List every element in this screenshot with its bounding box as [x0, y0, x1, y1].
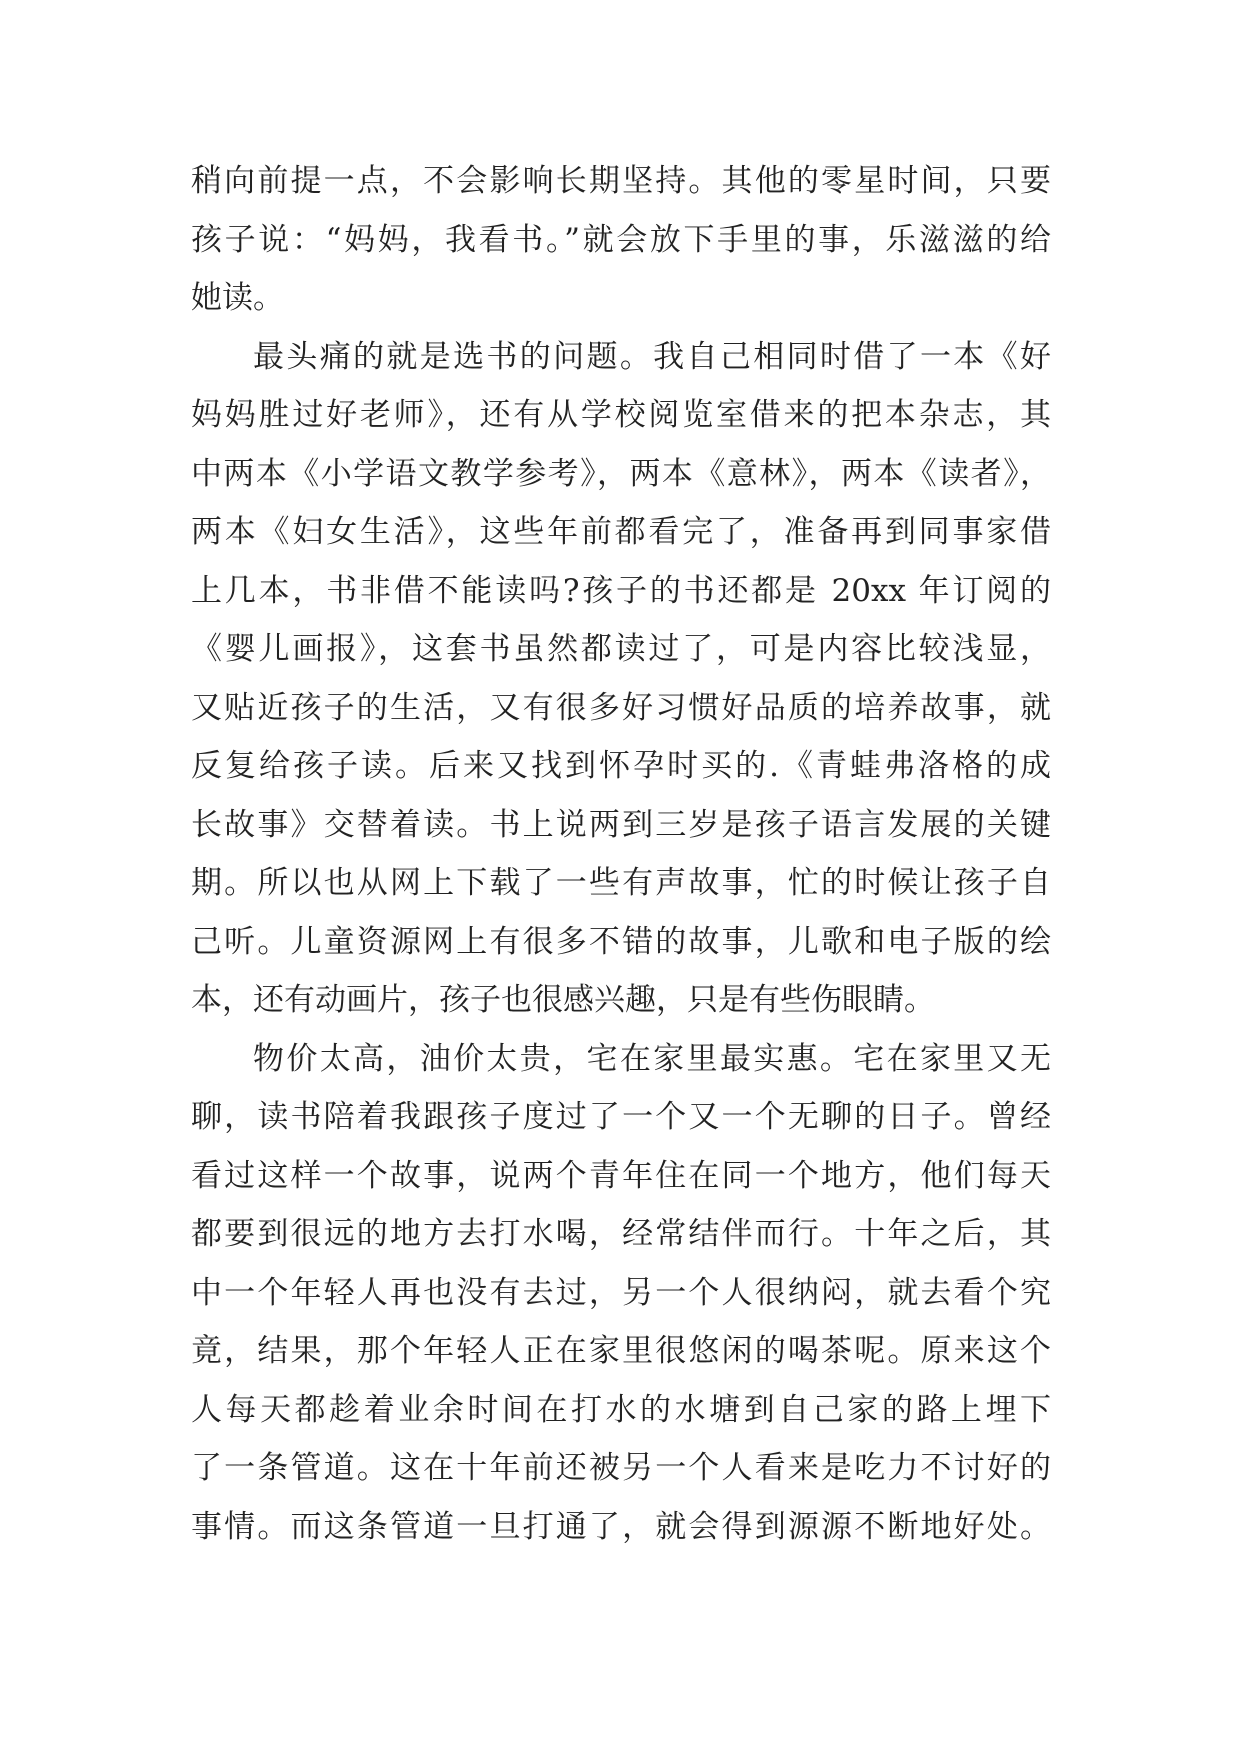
text-line: 她读。 — [191, 280, 284, 316]
text-line: 稍向前提一点，不会影响长期坚持。其他的零星时间，只要 — [191, 163, 1051, 199]
text-line: 人每天都趁着业余时间在打水的水塘到自己家的路上埋下 — [191, 1391, 1051, 1428]
text-line: 物价太高，油价太贵，宅在家里最实惠。宅在家里又无 — [253, 1040, 1051, 1077]
text-line: 中一个年轻人再也没有去过，另一个人很纳闷，就去看个究 — [191, 1274, 1051, 1311]
text-line: 两本《妇女生活》，这些年前都看完了，准备再到同事家借 — [191, 514, 1051, 550]
text-line: 孩子说：“妈妈，我看书。”就会放下手里的事，乐滋滋的给 — [191, 221, 1051, 258]
text-line: 最头痛的就是选书的问题。我自己相同时借了一本《好 — [253, 338, 1051, 375]
text-line: 长故事》交替着读。书上说两到三岁是孩子语言发展的关键 — [191, 806, 1051, 843]
text-line: 竟，结果，那个年轻人正在家里很悠闲的喝茶呢。原来这个 — [191, 1333, 1051, 1369]
text-line: 看过这样一个故事，说两个青年住在同一个地方，他们每天 — [191, 1157, 1051, 1194]
text-line: 己听。儿童资源网上有很多不错的故事，儿歌和电子版的绘 — [191, 923, 1051, 960]
text-line: 妈妈胜过好老师》，还有从学校阅览室借来的把本杂志，其 — [191, 397, 1051, 433]
text-line: 又贴近孩子的生活，又有很多好习惯好品质的培养故事，就 — [191, 689, 1051, 726]
text-line: 《婴儿画报》，这套书虽然都读过了，可是内容比较浅显， — [191, 631, 1051, 667]
text-line: 都要到很远的地方去打水喝，经常结伴而行。十年之后，其 — [191, 1216, 1051, 1252]
text-line: 了一条管道。这在十年前还被另一个人看来是吃力不讨好的 — [191, 1450, 1051, 1486]
text-line: 事情。而这条管道一旦打通了，就会得到源源不断地好处。 — [191, 1508, 1051, 1545]
text-line: 中两本《小学语文教学参考》，两本《意林》，两本《读者》， — [191, 455, 1051, 492]
text-line: 反复给孩子读。后来又找到怀孕时买的.《青蛙弗洛格的成 — [191, 748, 1051, 784]
text-line: 上几本，书非借不能读吗?孩子的书还都是 20xx 年订阅的 — [191, 572, 1051, 609]
text-line: 聊，读书陪着我跟孩子度过了一个又一个无聊的日子。曾经 — [191, 1099, 1051, 1135]
body-text — [191, 152, 1051, 1556]
text-line: 本，还有动画片，孩子也很感兴趣，只是有些伤眼睛。 — [191, 982, 935, 1018]
text-line: 期。所以也从网上下载了一些有声故事，忙的时候让孩子自 — [191, 865, 1051, 901]
